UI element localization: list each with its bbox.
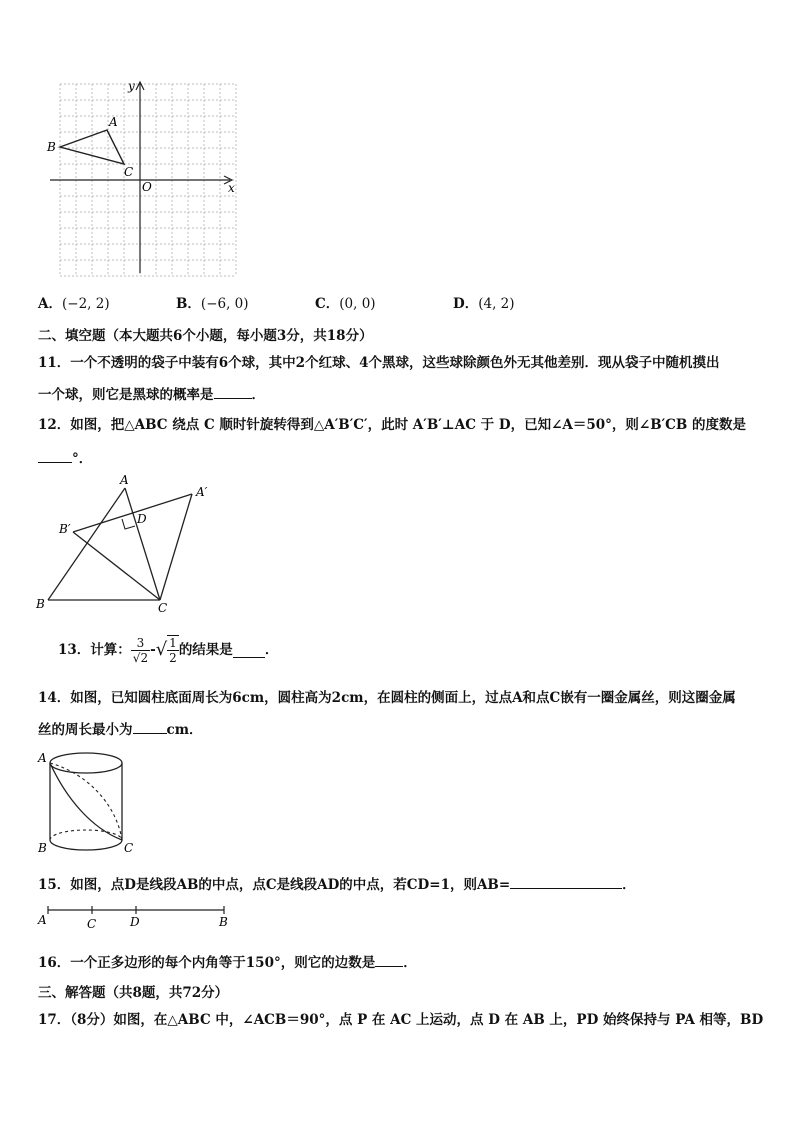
q16-line-1 xyxy=(38,952,417,972)
coordinate-grid-figure xyxy=(40,78,250,278)
option-value: (4, 2) xyxy=(478,296,515,312)
y-axis-label: y xyxy=(128,79,135,93)
q17-line-1: 17．（8分）如图，在△ABC 中，∠ACB＝90°，点 P 在 AC 上运动，点 D 在 AB 上，PD 始终保持与 PA 相等，BD xyxy=(38,1012,764,1028)
option-value: (−6, 0) xyxy=(200,296,249,312)
q16-end: ． xyxy=(403,955,417,971)
q15-end: ． xyxy=(622,877,636,893)
option-letter: B． xyxy=(176,296,201,312)
point-d-label: D xyxy=(130,915,140,929)
cylinder-figure xyxy=(36,748,146,863)
q11-line-1: 11．一个不透明的袋子中装有6个球，其中2个红球、4个黑球，这些球除颜色外无其他差别．现从袋子中随机摸出 xyxy=(38,355,720,371)
option-a[interactable] xyxy=(38,295,110,313)
point-a-prime-label: A′ xyxy=(196,485,208,499)
q13-line xyxy=(58,630,278,670)
option-c[interactable] xyxy=(315,295,376,313)
q13-prefix: 13．计算： xyxy=(58,642,131,658)
point-d-label: D xyxy=(137,512,147,526)
point-b-label: B xyxy=(219,915,228,929)
point-b-label: B xyxy=(36,597,45,611)
q16-text: 16．一个正多边形的每个内角等于150°，则它的边数是 xyxy=(38,955,376,971)
option-letter: D． xyxy=(453,296,479,312)
q13-answer-blank[interactable] xyxy=(233,643,265,658)
q13-minus: - xyxy=(150,642,156,658)
option-letter: A． xyxy=(38,296,62,312)
point-c-label: C xyxy=(124,165,134,179)
rotation-triangle-figure xyxy=(30,472,230,617)
x-axis-label: x xyxy=(228,181,235,195)
option-value: (0, 0) xyxy=(339,296,376,312)
q12-answer-blank[interactable] xyxy=(38,448,72,463)
q16-answer-blank[interactable] xyxy=(375,952,403,967)
section-2-title: 二、填空题（本大题共6个小题，每小题3分，共18分） xyxy=(38,328,373,344)
q15-line-1 xyxy=(38,874,636,894)
point-a-label: A xyxy=(38,751,47,765)
wire-front xyxy=(50,763,122,840)
right-angle-mark xyxy=(122,519,135,529)
option-d[interactable] xyxy=(453,295,515,313)
option-b[interactable] xyxy=(176,295,249,313)
point-c-label: C xyxy=(124,841,134,855)
q11-end: ． xyxy=(251,387,265,403)
point-b-label: B xyxy=(38,841,47,855)
point-b-prime-label: B′ xyxy=(59,522,71,536)
sqrt-icon: √ xyxy=(155,639,168,660)
q12-line-1: 12．如图，把△ABC 绕点 C 顺时针旋转得到△A′B′C′，此时 A′B′⊥AC 于 D，已知∠A＝50°，则∠B′CB 的度数是 xyxy=(38,417,747,433)
q14-text: 丝的周长最小为 xyxy=(38,722,133,738)
triangle-abc xyxy=(60,130,124,164)
q13-suffix: 的结果是 xyxy=(178,642,233,658)
q15-text: 15．如图，点D是线段AB的中点，点C是线段AD的中点，若CD=1，则AB= xyxy=(38,877,511,893)
section-3-title: 三、解答题（共8题，共72分） xyxy=(38,985,229,1001)
point-a-label: A xyxy=(109,115,118,129)
option-value: (−2, 2) xyxy=(61,296,110,312)
q11-answer-blank[interactable] xyxy=(214,384,252,399)
q12-end: °． xyxy=(72,451,93,467)
q14-end: cm． xyxy=(166,722,203,738)
q13-fraction-1: $\frac{3}{√2}$ xyxy=(132,635,149,665)
origin-label: O xyxy=(142,180,152,194)
option-letter: C． xyxy=(315,296,340,312)
wire-back xyxy=(50,763,122,840)
q11-text: 一个球，则它是黑球的概率是 xyxy=(38,387,214,403)
q14-line-2 xyxy=(38,719,203,739)
point-b-label: B xyxy=(47,140,56,154)
q15-answer-blank[interactable] xyxy=(510,874,622,889)
point-a-label: A xyxy=(120,473,129,487)
q11-line-2 xyxy=(38,384,265,404)
point-c-label: C xyxy=(87,917,97,931)
q14-line-1: 14．如图，已知圆柱底面周长为6cm，圆柱高为2cm，在圆柱的侧面上，过点A和点C嵌有一圈金属丝，则这圈金属 xyxy=(38,690,736,706)
q14-answer-blank[interactable] xyxy=(133,719,167,734)
q13-end: ． xyxy=(264,642,279,658)
q13-fraction-2: $\frac{1}{2}$ xyxy=(169,636,177,665)
segment-figure xyxy=(36,900,236,932)
point-c-label: C xyxy=(158,601,168,615)
q12-line-2 xyxy=(38,448,92,468)
point-a-label: A xyxy=(38,913,47,927)
